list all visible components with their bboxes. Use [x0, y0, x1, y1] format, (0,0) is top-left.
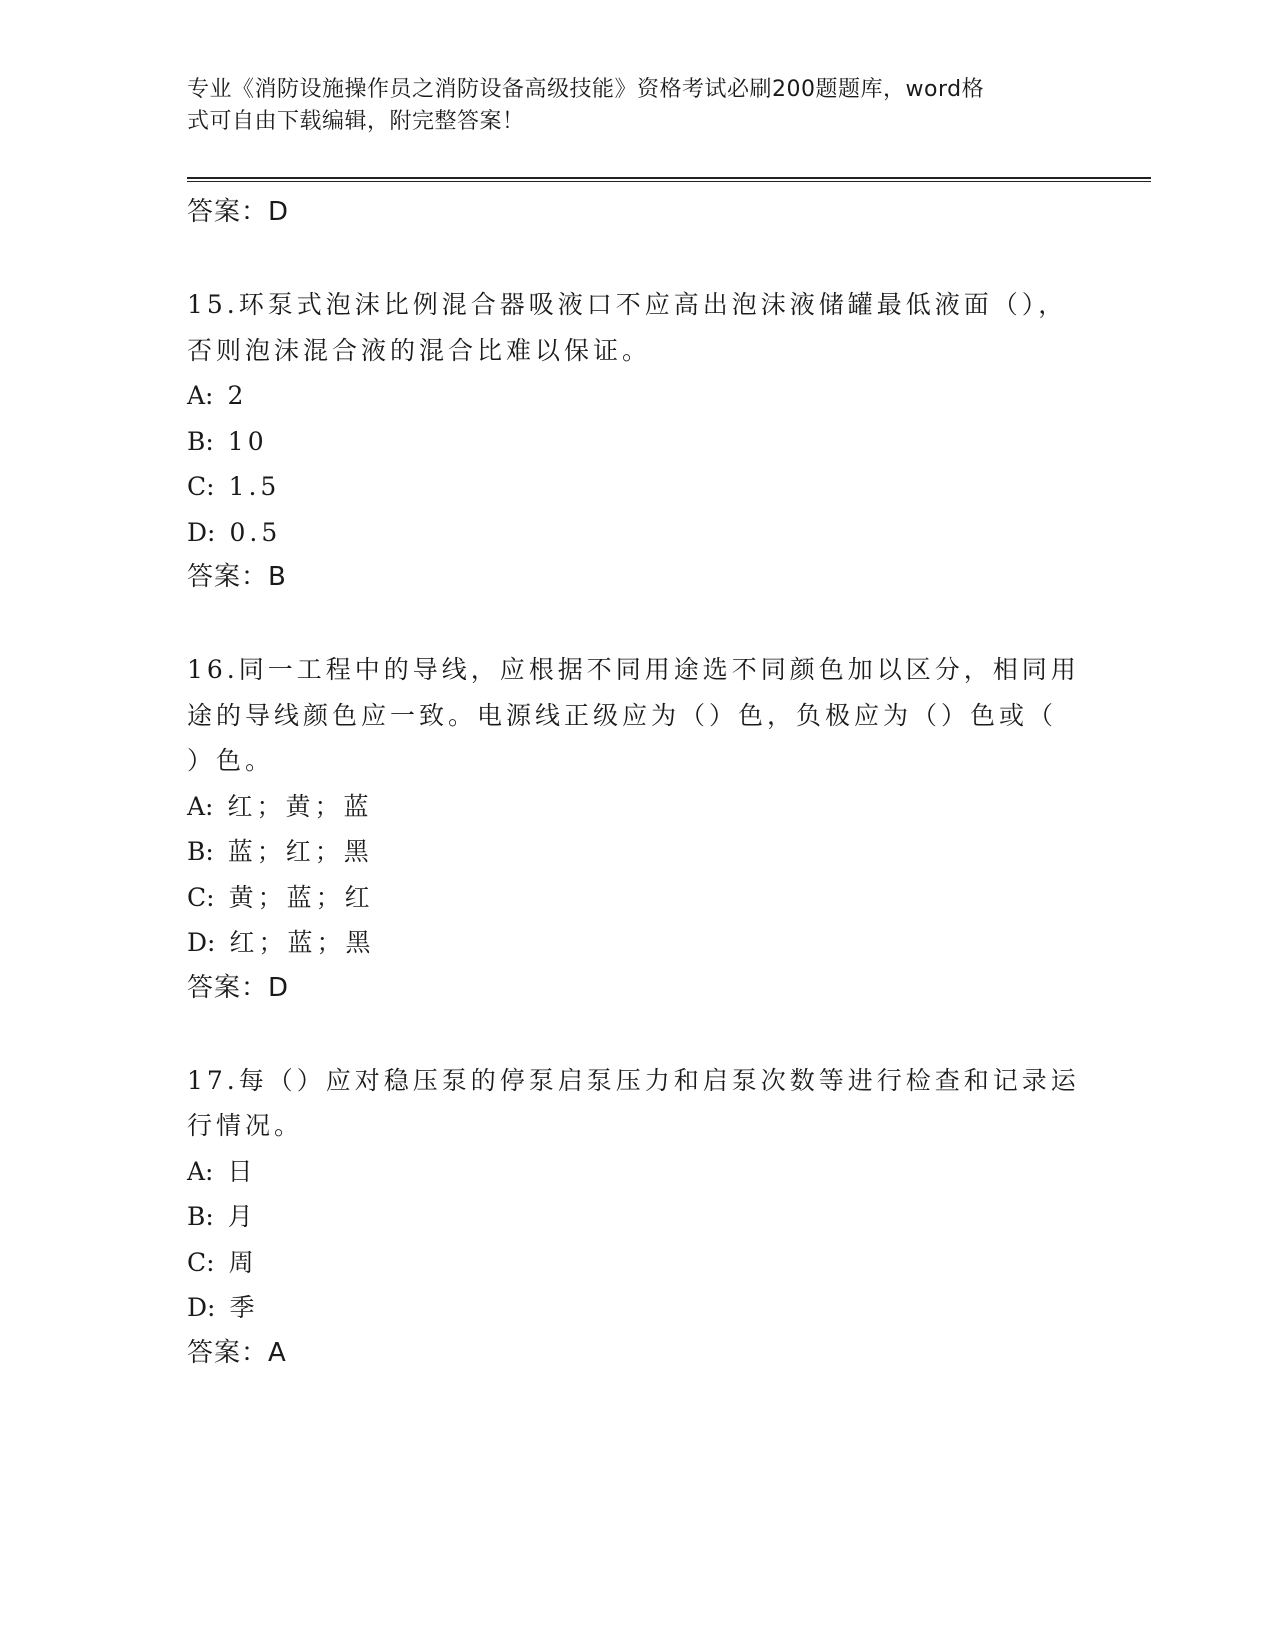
option-key: B: — [187, 426, 214, 456]
question-stem — [187, 1058, 1087, 1149]
option-key: A: — [187, 1156, 214, 1186]
option-text: 季 — [229, 1293, 259, 1322]
header-line-1: 专业《消防设施操作员之消防设备高级技能》资格考试必刷200题题库，word格 — [187, 77, 985, 102]
option-key: D: — [187, 928, 216, 957]
option-c — [187, 875, 1087, 921]
answer: 答案：D — [187, 972, 290, 1003]
option-key: B: — [187, 1202, 214, 1231]
answer: 答案：A — [187, 1337, 287, 1368]
option-text: 黄；蓝；红 — [228, 882, 374, 912]
option-key: A: — [187, 381, 214, 410]
option-text: 周 — [228, 1247, 258, 1277]
option-key: C: — [187, 882, 215, 912]
option-d — [187, 510, 1087, 556]
stem-line: 17.每（）应对稳压泵的停泵启泵压力和启泵次数等进行检查和记录运 — [187, 1065, 1080, 1095]
option-key: D: — [187, 517, 216, 547]
question-17 — [187, 1058, 1087, 1375]
question-15 — [187, 282, 1087, 599]
stem-line: 途的导线颜色应一致。电源线正级应为（）色，负极应为（）色或（ — [187, 700, 1058, 730]
option-b — [187, 1194, 1087, 1240]
option-key: B: — [187, 837, 214, 866]
option-text: 日 — [227, 1156, 257, 1186]
option-text: 2 — [227, 381, 248, 410]
previous-answer: 答案：D — [187, 197, 290, 227]
option-text: 红；黄；蓝 — [227, 791, 373, 821]
option-b — [187, 829, 1087, 875]
question-16 — [187, 647, 1087, 1010]
option-text: 1.5 — [228, 472, 281, 501]
option-d — [187, 920, 1087, 966]
option-text: 0.5 — [229, 517, 282, 547]
answer: 答案：B — [187, 562, 287, 592]
option-c — [187, 464, 1087, 510]
option-key: C: — [187, 472, 215, 501]
page-header — [187, 74, 1067, 138]
option-text: 蓝；红；黑 — [227, 837, 373, 866]
option-b — [187, 419, 1087, 465]
option-c — [187, 1240, 1087, 1286]
option-key: D: — [187, 1293, 216, 1322]
question-stem — [187, 647, 1087, 784]
document-body — [187, 190, 1087, 1375]
stem-line: 16.同一工程中的导线，应根据不同用途选不同颜色加以区分，相同用 — [187, 655, 1080, 684]
stem-line: 15.环泵式泡沫比例混合器吸液口不应高出泡沫液储罐最低液面（）， — [187, 290, 1068, 319]
option-a — [187, 1149, 1087, 1195]
option-text: 月 — [227, 1202, 257, 1231]
stem-line: ）色。 — [187, 746, 275, 775]
option-a — [187, 784, 1087, 830]
header-line-2: 式可自由下载编辑，附完整答案！ — [187, 109, 525, 134]
stem-line: 否则泡沫混合液的混合比难以保证。 — [187, 335, 652, 365]
option-a — [187, 373, 1087, 419]
option-key: C: — [187, 1247, 215, 1277]
option-d — [187, 1285, 1087, 1331]
option-text: 红；蓝；黑 — [229, 928, 375, 957]
option-text: 10 — [227, 426, 268, 456]
question-stem — [187, 282, 1087, 373]
stem-line: 行情况。 — [187, 1111, 304, 1140]
option-key: A: — [187, 791, 214, 821]
header-divider — [187, 177, 1151, 182]
